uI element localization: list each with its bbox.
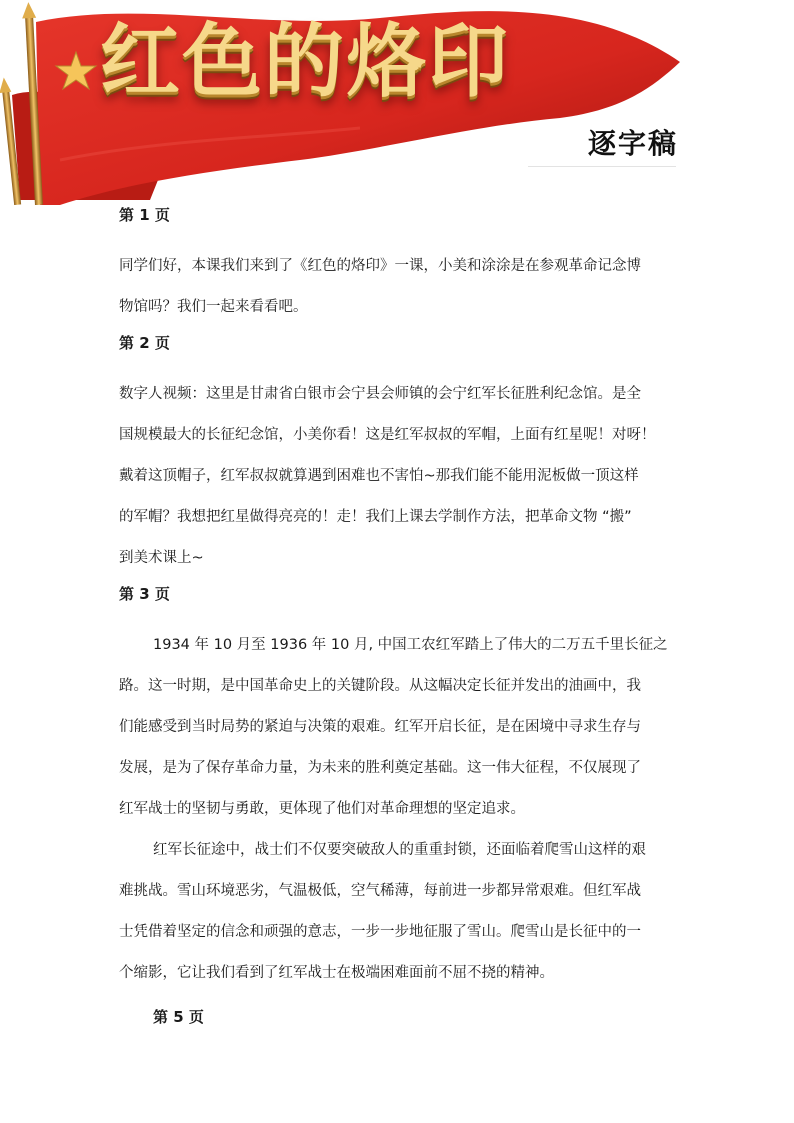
- paragraph: [119, 830, 679, 994]
- paragraph: [119, 625, 679, 830]
- text-line: 的军帽？我想把红星做得亮亮的！走！我们上课去学制作方法，把革命文物 “搬”: [119, 509, 632, 525]
- paragraph: [119, 246, 679, 328]
- text-line: 到美术课上~: [119, 550, 204, 566]
- page-heading: 第 2 页: [119, 334, 170, 352]
- paragraph: [119, 374, 679, 579]
- text-line: 难挑战。雪山环境恶劣，气温极低，空气稀薄，每前进一步都异常艰难。但红军战: [119, 883, 641, 899]
- banner-subtitle: 逐字稿: [588, 127, 679, 160]
- text-line: 们能感受到当时局势的紧迫与决策的艰难。红军开启长征，是在困境中寻求生存与: [119, 719, 641, 735]
- page-heading: 第 5 页: [153, 1008, 204, 1026]
- banner-title: 红色的烙印: [100, 15, 510, 108]
- text-line: 个缩影，它让我们看到了红军战士在极端困难面前不屈不挠的精神。: [119, 965, 554, 981]
- text-line: 红军战士的坚韧与勇敢，更体现了他们对革命理想的坚定追求。: [119, 801, 525, 817]
- page-heading: 第 3 页: [119, 585, 170, 603]
- transcript-body: [119, 200, 679, 1048]
- text-line: 物馆吗？我们一起来看看吧。: [119, 299, 308, 315]
- subtitle-divider: [528, 166, 676, 167]
- page-heading: 第 1 页: [119, 206, 170, 224]
- text-line: 发展，是为了保存革命力量，为未来的胜利奠定基础。这一伟大征程，不仅展现了: [119, 760, 641, 776]
- text-line: 数字人视频：这里是甘肃省白银市会宁县会师镇的会宁红军长征胜利纪念馆。是全: [119, 386, 641, 402]
- text-line: 1934 年 10 月至 1936 年 10 月, 中国工农红军踏上了伟大的二万五千里长征之: [153, 637, 668, 653]
- title-banner: [0, 0, 700, 205]
- text-line: 国规模最大的长征纪念馆，小美你看！这是红军叔叔的军帽，上面有红星呢！对呀！: [119, 427, 656, 443]
- text-line: 同学们好，本课我们来到了《红色的烙印》一课，小美和涂涂是在参观革命记念博: [119, 258, 641, 274]
- text-line: 士凭借着坚定的信念和顽强的意志，一步一步地征服了雪山。爬雪山是长征中的一: [119, 924, 641, 940]
- text-line: 路。这一时期，是中国革命史上的关键阶段。从这幅决定长征并发出的油画中，我: [119, 678, 641, 694]
- text-line: 戴着这顶帽子，红军叔叔就算遇到困难也不害怕~那我们能不能用泥板做一顶这样: [119, 468, 639, 484]
- text-line: 红军长征途中，战士们不仅要突破敌人的重重封锁，还面临着爬雪山这样的艰: [153, 842, 646, 858]
